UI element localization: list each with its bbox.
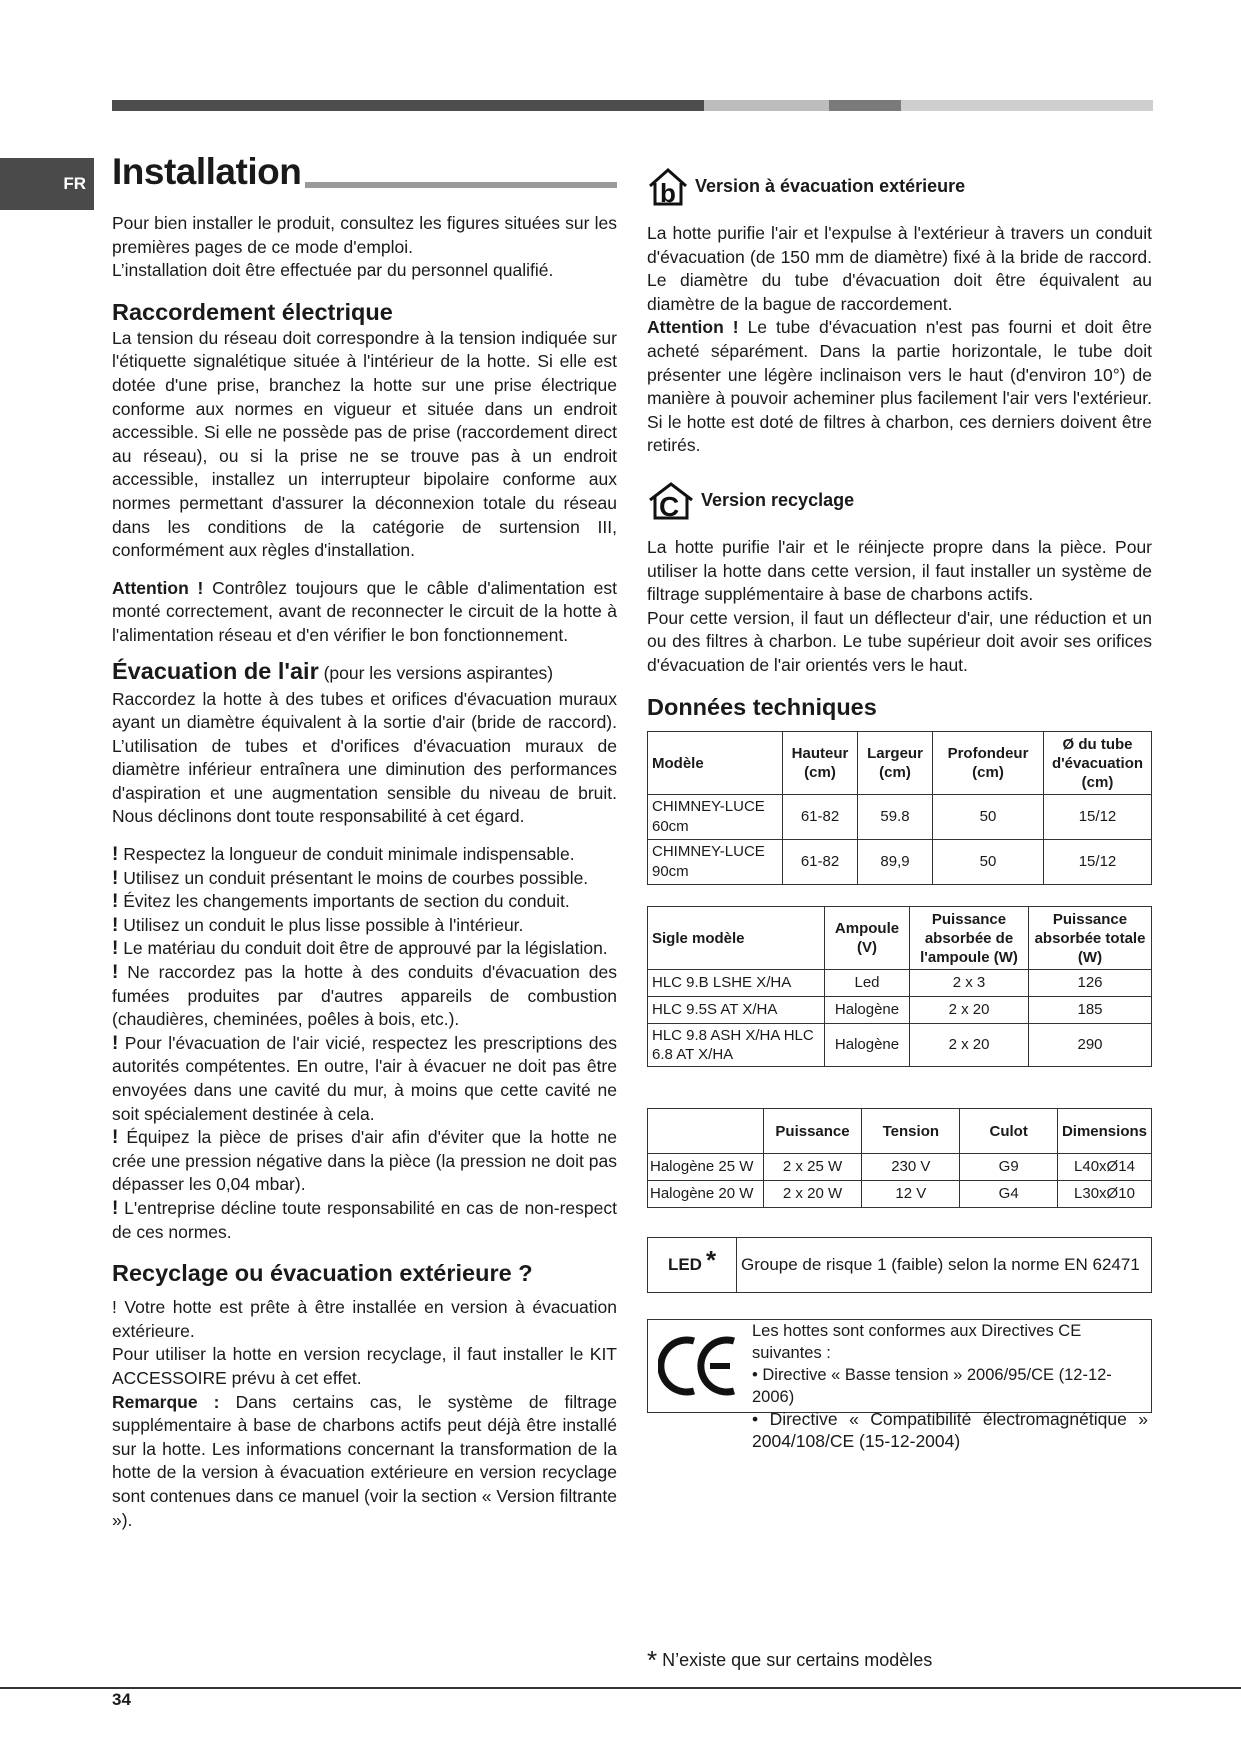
table-cell: 50 bbox=[933, 840, 1044, 885]
recycling-version-text: La hotte purifie l'air et le réinjecte propre dans la pièce. Pour utiliser la hotte dans cette version, il faut installer un système de filtrage supplémentaire à base de charbons actifs. bbox=[647, 536, 1152, 605]
warning-item bbox=[112, 843, 617, 867]
recycling-text-2: Pour utiliser la hotte en version recyclage, il faut installer le KIT ACCESSOIRE prévu à cet effet. bbox=[112, 1344, 617, 1388]
table-header: Ampoule (V) bbox=[825, 907, 910, 970]
remarque-label: Remarque : bbox=[112, 1391, 220, 1412]
ce-line: • Directive « Compatibilité électromagnétique » 2004/108/CE (15-12-2004) bbox=[752, 1409, 1148, 1451]
table-cell: Halogène 20 W bbox=[648, 1181, 764, 1208]
table-cell: HLC 9.B LSHE X/HA bbox=[648, 970, 825, 997]
lamp-table bbox=[647, 906, 1152, 1067]
asterisk-icon: * bbox=[705, 1244, 717, 1275]
table-header: Profondeur (cm) bbox=[933, 732, 1044, 795]
table-header: Ø du tube d'évacuation (cm) bbox=[1044, 732, 1152, 795]
warning-text: Équipez la pièce de prises d'air afin d'éviter que la hotte ne crée une pression négative dans la pièce (la pression ne doit pas dépasser les 0,04 mbar). bbox=[112, 1127, 617, 1195]
external-version-title: Version à évacuation extérieure bbox=[695, 176, 966, 197]
ce-mark-icon bbox=[648, 1320, 752, 1412]
recycling-version-title: Version recyclage bbox=[701, 490, 855, 511]
table-row bbox=[648, 840, 1152, 885]
table-cell: Led bbox=[825, 970, 910, 997]
table-header: Dimensions bbox=[1057, 1109, 1151, 1154]
table-header bbox=[648, 1109, 764, 1154]
warning-text: Le matériau du conduit doit être de approuvé par la législation. bbox=[118, 938, 608, 959]
table-header: Largeur (cm) bbox=[858, 732, 933, 795]
attention-label: Attention ! bbox=[112, 577, 204, 598]
table-cell: Halogène 25 W bbox=[648, 1154, 764, 1181]
table-cell: 2 x 3 bbox=[910, 970, 1029, 997]
dimensions-table bbox=[647, 731, 1152, 885]
warning-item bbox=[112, 1197, 617, 1244]
warning-icon: ! bbox=[112, 1197, 119, 1219]
table-cell: L30xØ10 bbox=[1057, 1181, 1151, 1208]
table-cell: 50 bbox=[933, 795, 1044, 840]
table-cell: 2 x 20 bbox=[910, 1024, 1029, 1067]
warning-text: Pour l'évacuation de l'air vicié, respectez les prescriptions des autorités compétentes. En outre, l'air à évacuer ne doit pas être envoyées dans une cavité du mur, à moins que cette cavité ne soit spécialement destinée à cela. bbox=[112, 1032, 617, 1124]
title-row bbox=[112, 150, 617, 194]
section-title-recycling: Recyclage ou évacuation extérieure ? bbox=[112, 1260, 533, 1287]
table-cell: CHIMNEY-LUCE 60cm bbox=[648, 795, 783, 840]
warning-icon: ! bbox=[112, 938, 119, 960]
warning-icon: ! bbox=[112, 962, 119, 984]
table-header: Culot bbox=[960, 1109, 1058, 1154]
table-header-row bbox=[648, 1109, 1152, 1154]
svg-text:b: b bbox=[660, 178, 676, 208]
table-header: Hauteur (cm) bbox=[783, 732, 858, 795]
warning-text: Utilisez un conduit le plus lisse possible à l'intérieur. bbox=[118, 914, 524, 935]
warning-item bbox=[112, 937, 617, 961]
table-cell: 59.8 bbox=[858, 795, 933, 840]
page-title: Installation bbox=[112, 151, 302, 192]
table-cell: 61-82 bbox=[783, 795, 858, 840]
evacuation-subtitle: (pour les versions aspirantes) bbox=[318, 662, 554, 683]
ce-line: • Directive « Basse tension » 2006/95/CE (12-12-2006) bbox=[752, 1366, 1112, 1406]
table-header: Puissance absorbée de l'ampoule (W) bbox=[910, 907, 1029, 970]
table-header-row bbox=[648, 732, 1152, 795]
recycling-text-1: ! Votre hotte est prête à être installée en version à évacuation extérieure. bbox=[112, 1297, 617, 1341]
table-header-row bbox=[648, 907, 1152, 970]
top-bar-segment bbox=[112, 100, 704, 111]
table-row bbox=[648, 1024, 1152, 1067]
title-underline bbox=[305, 182, 617, 188]
warning-text: L'entreprise décline toute responsabilité en cas de non-respect de ces normes. bbox=[112, 1197, 617, 1242]
intro-text: Pour bien installer le produit, consultez les figures situées sur les premières pages de ce mode d'emploi. bbox=[112, 213, 617, 257]
table-cell: HLC 9.8 ASH X/HA HLC 6.8 AT X/HA bbox=[648, 1024, 825, 1067]
external-attention-paragraph bbox=[647, 316, 1152, 458]
table-cell: 2 x 20 W bbox=[763, 1181, 862, 1208]
table-row bbox=[648, 795, 1152, 840]
halogen-table bbox=[647, 1108, 1152, 1208]
table-cell: 12 V bbox=[862, 1181, 960, 1208]
top-bar-segment bbox=[829, 100, 901, 111]
warning-item bbox=[112, 867, 617, 891]
language-tab: FR bbox=[0, 158, 94, 210]
warning-icon: ! bbox=[112, 844, 119, 866]
table-cell: G9 bbox=[960, 1154, 1058, 1181]
warning-text: Ne raccordez pas la hotte à des conduits d'évacuation des fumées produites par d'autres appareils de combustion (chaudières, cheminées, poêles à bois, etc.). bbox=[112, 962, 617, 1030]
remarque-paragraph bbox=[112, 1391, 617, 1533]
warnings-list bbox=[112, 843, 617, 1244]
right-column bbox=[647, 166, 1152, 722]
warning-icon: ! bbox=[112, 1127, 119, 1149]
ce-conformity-box bbox=[647, 1319, 1152, 1451]
led-label-cell bbox=[648, 1238, 737, 1292]
footer-divider bbox=[0, 1687, 1241, 1689]
external-attention-text: Le tube d'évacuation n'est pas fourni et doit être acheté séparément. Dans la partie horizontale, le tube doit présenter une légère inclinaison vers le haut (d'environ 10°) de manière à pouvoir acheminer plus facilement l'air vers l'extérieur. Si le hotte est doté de filtres à charbon, ces derniers doivent être retirés. bbox=[647, 317, 1152, 456]
warning-icon: ! bbox=[112, 914, 119, 936]
warning-item bbox=[112, 1126, 617, 1197]
table-cell: 230 V bbox=[862, 1154, 960, 1181]
table-cell: 15/12 bbox=[1044, 840, 1152, 885]
table-header: Puissance absorbée totale (W) bbox=[1029, 907, 1152, 970]
warning-icon: ! bbox=[112, 867, 119, 889]
attention-text: Contrôlez toujours que le câble d'alimentation est monté correctement, avant de reconnecter le circuit de la hotte à l'alimentation réseau et d'en vérifier le bon fonctionnement. bbox=[112, 577, 617, 645]
recycling-icon bbox=[647, 480, 695, 522]
table-cell: 126 bbox=[1029, 970, 1152, 997]
external-evacuation-icon bbox=[647, 166, 689, 208]
table-cell: 89,9 bbox=[858, 840, 933, 885]
warning-item bbox=[112, 890, 617, 914]
external-attention-label: Attention ! bbox=[647, 317, 739, 338]
recycling-version-text-2: Pour cette version, il faut un déflecteur d'air, une réduction et un ou des filtres à charbon. Le tube supérieur doit avoir ses orifices d'évacuation de l'air orientés vers le haut. bbox=[647, 607, 1152, 675]
table-cell: 2 x 25 W bbox=[763, 1154, 862, 1181]
table-row bbox=[648, 970, 1152, 997]
evacuation-text: Raccordez la hotte à des tubes et orifices d'évacuation muraux ayant un diamètre équivalent à la sortie d'air (bride de raccord). L’utilisation de tubes et d'orifices d'évacuation muraux de diamètre inférieur entraînera une diminution des performances d'aspiration et une augmentation sensible du niveau de bruit. Nous déclinons dont toute responsabilité à cet égard. bbox=[112, 688, 617, 827]
table-cell: 61-82 bbox=[783, 840, 858, 885]
table-row bbox=[648, 997, 1152, 1024]
warning-icon: ! bbox=[112, 1032, 119, 1054]
warning-icon: ! bbox=[112, 891, 119, 913]
ce-logo bbox=[658, 1333, 742, 1399]
warning-text: Respectez la longueur de conduit minimale indispensable. bbox=[118, 844, 575, 865]
table-row bbox=[648, 1154, 1152, 1181]
top-color-bar bbox=[112, 100, 1153, 111]
table-cell: 185 bbox=[1029, 997, 1152, 1024]
warning-text: Évitez les changements importants de section du conduit. bbox=[118, 891, 570, 912]
top-bar-segment bbox=[901, 100, 1153, 111]
svg-text:C: C bbox=[659, 490, 680, 522]
table-cell: HLC 9.5S AT X/HA bbox=[648, 997, 825, 1024]
external-version-text: La hotte purifie l'air et l'expulse à l'extérieur à travers un conduit d'évacuation (de 150 mm de diamètre) fixé à la bride de raccord. Le diamètre du tube d'évacuation doit être équivalent au diamètre de la bague de raccordement. bbox=[647, 223, 1152, 314]
attention-paragraph bbox=[112, 577, 617, 648]
table-cell: 290 bbox=[1029, 1024, 1152, 1067]
table-cell: CHIMNEY-LUCE 90cm bbox=[648, 840, 783, 885]
ce-text bbox=[752, 1320, 1151, 1451]
footnote bbox=[647, 1645, 932, 1676]
top-bar-segment bbox=[704, 100, 829, 111]
section-title-technical: Données techniques bbox=[647, 693, 877, 720]
asterisk-icon: * bbox=[647, 1645, 658, 1675]
footnote-text: N’existe que sur certains modèles bbox=[662, 1650, 933, 1670]
evacuation-title: Évacuation de l'air bbox=[112, 657, 319, 684]
table-row bbox=[648, 1181, 1152, 1208]
table-header: Puissance bbox=[763, 1109, 862, 1154]
table-header: Tension bbox=[862, 1109, 960, 1154]
table-cell: 15/12 bbox=[1044, 795, 1152, 840]
section-title-electrical: Raccordement électrique bbox=[112, 298, 393, 325]
table-cell: G4 bbox=[960, 1181, 1058, 1208]
left-column bbox=[112, 150, 617, 1532]
remarque-text: Dans certains cas, le système de filtrage supplémentaire à base de charbons actifs peut déjà être installé sur la hotte. Les informations concernant la transformation de la hotte de la version à évacuation extérieure en version recyclage sont contenues dans ce manuel (voir la section « Version filtrante »). bbox=[112, 1391, 618, 1530]
warning-text: Utilisez un conduit présentant le moins de courbes possible. bbox=[118, 867, 589, 888]
table-cell: Halogène bbox=[825, 997, 910, 1024]
led-risk-box bbox=[647, 1237, 1152, 1293]
table-cell: 2 x 20 bbox=[910, 997, 1029, 1024]
ce-line: Les hottes sont conformes aux Directives CE suivantes : bbox=[752, 1322, 1082, 1362]
external-version-heading bbox=[647, 166, 1152, 208]
table-header: Sigle modèle bbox=[648, 907, 825, 970]
table-header: Modèle bbox=[648, 732, 783, 795]
warning-item bbox=[112, 961, 617, 1032]
section-title-evacuation bbox=[112, 656, 617, 688]
table-cell: Halogène bbox=[825, 1024, 910, 1067]
led-label: LED bbox=[667, 1255, 702, 1274]
led-risk-text: Groupe de risque 1 (faible) selon la norme EN 62471 bbox=[741, 1255, 1140, 1274]
warning-item bbox=[112, 914, 617, 938]
warning-item bbox=[112, 1032, 617, 1126]
recycling-version-heading bbox=[647, 480, 1152, 522]
electrical-text: La tension du réseau doit correspondre à la tension indiquée sur l'étiquette signalétique située à l'intérieur de la hotte. Si elle est dotée d'une prise, branchez la hotte sur une prise électrique conforme aux normes en vigueur et située dans un endroit accessible. Si elle ne possède pas de prise (raccordement direct au réseau), ou si la prise ne se trouve pas à un endroit accessible, installez un interrupteur bipolaire conforme aux normes permettant d'assurer la déconnexion totale du réseau dans les conditions de la catégorie de surtension III, conformément aux règles d'installation. bbox=[112, 327, 617, 561]
intro-text-2: L’installation doit être effectuée par du personnel qualifié. bbox=[112, 260, 554, 281]
page-number: 34 bbox=[112, 1690, 131, 1709]
table-cell: L40xØ14 bbox=[1057, 1154, 1151, 1181]
